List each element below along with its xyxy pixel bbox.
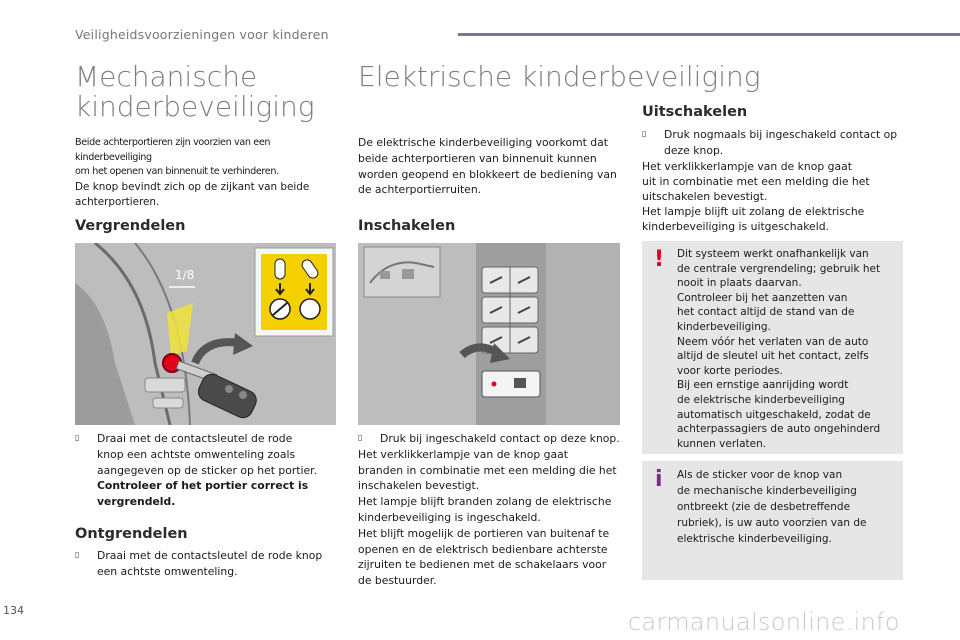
text-line: kinderbeveiliging. [677, 320, 771, 333]
text-line: Het blijft mogelijk de portieren van buitenaf te [358, 526, 610, 540]
text-line: uitschakelen bevestigt. [642, 189, 768, 203]
electric-lock-title: Elektrische kinderbeveiliging [358, 60, 761, 93]
bullet-icon: ▯ [75, 433, 80, 442]
info-text [677, 467, 899, 547]
lock-heading: Vergrendelen [75, 218, 186, 234]
intro-line: om het openen van binnenuit te verhinderen. [75, 166, 279, 177]
electric-intro [358, 135, 628, 198]
text-line: Het verklikkerlampje van de knop gaat [642, 159, 852, 173]
text-line: het contact altijd de stand van de [677, 306, 855, 319]
info-icon: i [655, 467, 663, 492]
text-line: uit in combinatie met een melding die het [642, 174, 870, 188]
enable-bullet-item [358, 431, 628, 447]
text-line: Neem vóór het verlaten van de auto [677, 335, 869, 348]
text-line: kinderbeveiliging is uitgeschakeld. [642, 219, 829, 233]
disable-instructions [642, 127, 912, 234]
text-line: de mechanische kinderbeveiliging [677, 485, 857, 497]
page-number: 134 [3, 604, 24, 617]
text-line: Het verklikkerlampje van de knop gaat [358, 447, 568, 461]
text-line: altijd de sleutel uit het contact, zelfs [677, 350, 869, 363]
mechanical-intro [75, 136, 340, 211]
text-line: aangegeven op de sticker op het portier. [97, 463, 318, 477]
unlock-bullet-item [75, 548, 340, 580]
text-line: openen en de elektrisch bedienbare achterste [358, 542, 608, 556]
text-line: vergrendeld. [97, 495, 176, 509]
text-line: Druk nogmaals bij ingeschakeld contact op [664, 128, 898, 141]
enable-heading: Inschakelen [358, 218, 456, 234]
text-line: de centrale vergrendeling; gebruik het [677, 262, 881, 275]
disable-bullet-item [642, 127, 912, 159]
text-line: kinderbeveiliging is ingeschakeld. [358, 510, 541, 524]
text-line: automatisch uitgeschakeld, zodat de [677, 408, 871, 421]
lock-instructions [75, 431, 340, 510]
text-line: nooit in plaats daarvan. [677, 277, 802, 290]
text-line: zijruiten te bedienen met de schakelaars voor [358, 558, 607, 572]
bullet-icon: ▯ [642, 129, 647, 138]
intro-line: Beide achterportieren zijn voorzien van een kinderbeveiliging [75, 137, 271, 163]
warning-note-box [642, 241, 903, 454]
disable-heading: Uitschakelen [642, 104, 748, 120]
text-line: Dit systeem werkt onafhankelijk van [677, 248, 869, 260]
sticker-fraction-label: 1/8 [175, 268, 195, 282]
text-line: elektrische kinderbeveiliging. [677, 533, 832, 545]
switch-panel-drawing [358, 243, 620, 425]
mechanical-lock-title [75, 62, 315, 122]
bullet-icon: ▯ [358, 433, 363, 442]
text-line: ontbreekt (zie de desbetreffende [677, 501, 851, 513]
text-line: Controleer bij het aanzetten van [677, 291, 848, 304]
door-child-lock-illustration [75, 243, 336, 425]
warning-text [677, 247, 899, 451]
text-line: Als de sticker voor de knop van [677, 469, 843, 481]
text-line: Druk bij ingeschakeld contact op deze knop. [380, 432, 620, 445]
text-line: worden geopend en blokkeert de bediening van [358, 167, 617, 181]
enable-instructions [358, 431, 628, 589]
text-line: kunnen verlaten. [677, 437, 767, 450]
intro-line: De knop bevindt zich op de zijkant van beide [75, 180, 310, 193]
text-line: de elektrische kinderbeveiliging [677, 393, 845, 406]
section-header-title: Veiligheidsvoorzieningen voor kinderen [75, 27, 329, 42]
text-line: achterpassagiers de auto ongehinderd [677, 423, 881, 436]
intro-line: achterportieren. [75, 196, 160, 208]
text-line: rubriek), is uw auto voorzien van de [677, 517, 867, 529]
text-line: beide achterportieren van binnenuit kunnen [358, 151, 597, 165]
text-line: deze knop. [664, 143, 724, 157]
title-line: Mechanische [75, 60, 258, 93]
text-line: Draai met de contactsleutel de rode [97, 432, 293, 445]
title-line: kinderbeveiliging [75, 90, 315, 123]
text-line: Het lampje blijft branden zolang de elektrische [358, 495, 612, 509]
bullet-icon: ▯ [75, 550, 80, 559]
lock-bullet-item [75, 431, 340, 510]
text-line: Draai met de contactsleutel de rode knop [97, 549, 323, 562]
text-line: Het lampje blijft uit zolang de elektrische [642, 204, 865, 218]
header-divider [458, 33, 960, 36]
unlock-instructions [75, 548, 340, 580]
text-line: Bij een ernstige aanrijding wordt [677, 379, 849, 392]
text-line: de bestuurder. [358, 574, 437, 588]
text-line: de achterportierruiten. [358, 183, 482, 197]
text-line: branden in combinatie met een melding die het [358, 463, 617, 477]
text-line: voor korte periodes. [677, 364, 783, 377]
info-note-box [642, 461, 903, 580]
warning-icon: ! [654, 247, 665, 272]
text-line: knop een achtste omwenteling zoals [97, 447, 296, 461]
unlock-heading: Ontgrendelen [75, 526, 188, 542]
watermark: carmanualsonline.info [628, 608, 900, 636]
text-line: Controleer of het portier correct is [97, 479, 309, 493]
window-switch-panel-illustration [358, 243, 620, 425]
text-line: een achtste omwenteling. [97, 564, 238, 578]
text-line: De elektrische kinderbeveiliging voorkomt dat [358, 136, 609, 149]
door-lock-drawing [75, 243, 336, 425]
text-line: inschakelen bevestigt. [358, 479, 480, 493]
